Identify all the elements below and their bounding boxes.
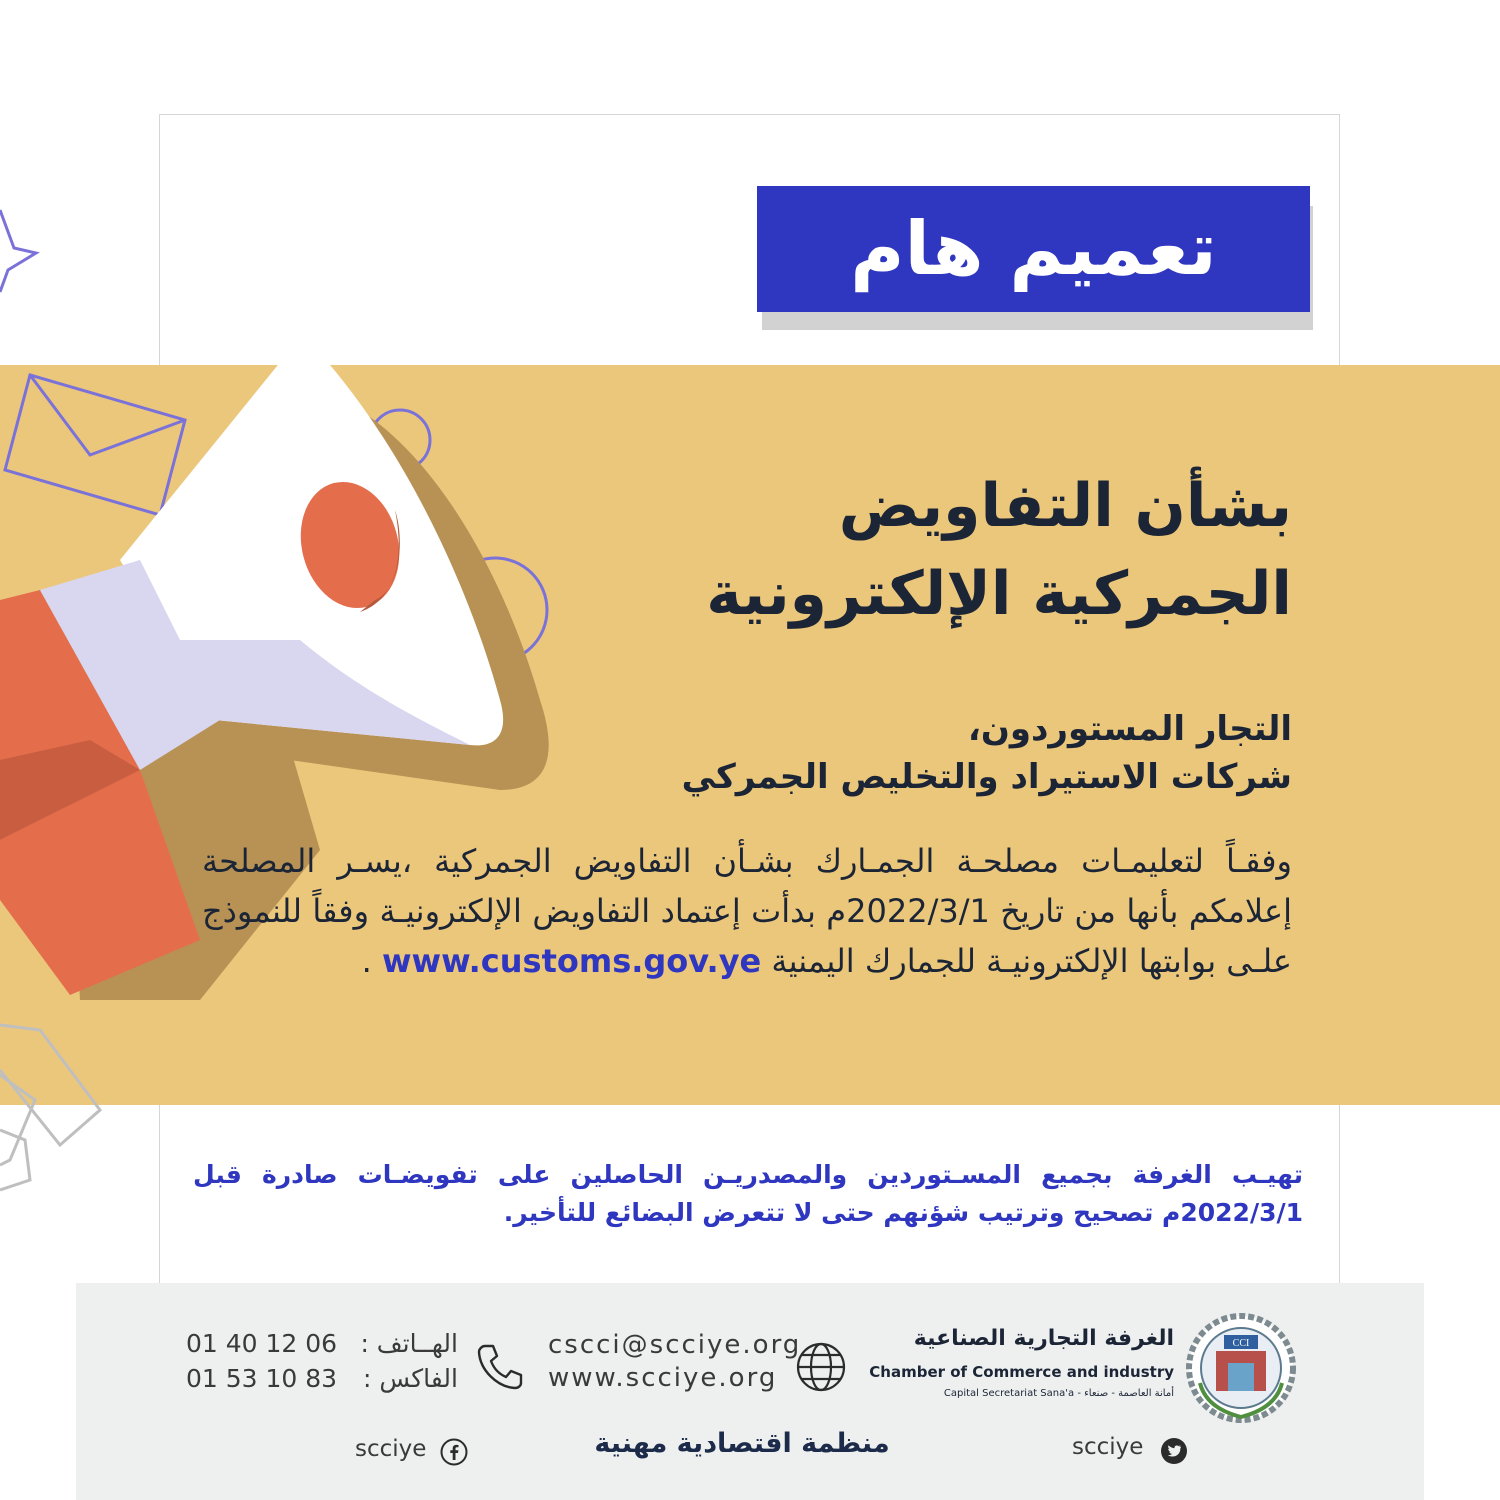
org-name-english: Chamber of Commerce and industry — [869, 1363, 1174, 1381]
headline-line-1: بشأن التفاويض — [838, 471, 1292, 541]
fax-row — [186, 1364, 458, 1393]
title-banner — [757, 186, 1310, 312]
email-link[interactable]: cscci@scciye.org — [548, 1330, 802, 1360]
envelope-icon — [5, 375, 185, 515]
headline — [532, 462, 1292, 638]
customs-url-link[interactable]: www.customs.gov.ye — [381, 942, 762, 980]
body-text: وفقـاً لتعليمـات مصلحـة الجمـارك بشـأن التفاويض الجمركية ،يسـر المصلحة إعلامكم بأنها من تاريخ 2022/3/1م بدأت إعتماد التفاويض الإلكترونيـة وفقاً للنموذج علـى بوابتها الإلكترونيـة للجمارك اليمنية — [202, 842, 1293, 980]
addressees-line-1: التجار المستوردون، — [967, 709, 1292, 749]
chamber-logo — [1186, 1313, 1296, 1423]
page-title: تعميم هام — [850, 206, 1217, 292]
svg-text:CCI: CCI — [1232, 1338, 1250, 1349]
website-link[interactable]: www.scciye.org — [548, 1363, 778, 1393]
slogan: منظمة اقتصادية مهنية — [594, 1428, 890, 1459]
phone-row — [186, 1329, 458, 1358]
phone-icon — [473, 1340, 527, 1394]
phone-number[interactable]: 01 40 12 06 — [186, 1329, 338, 1358]
twitter-handle[interactable]: scciye — [1072, 1434, 1144, 1460]
globe-icon — [795, 1341, 847, 1393]
twitter-icon[interactable] — [1160, 1437, 1188, 1465]
addressees — [532, 705, 1292, 801]
facebook-handle[interactable]: scciye — [355, 1436, 427, 1462]
org-location: أمانة العاصمة - صنعاء - Capital Secretariat Sana'a — [943, 1388, 1174, 1399]
body-end: . — [361, 942, 372, 980]
addressees-line-2: شركات الاستيراد والتخليص الجمركي — [681, 757, 1292, 797]
phone-label: الهــاتف : — [360, 1329, 458, 1358]
headline-line-2: الجمركية الإلكترونية — [706, 559, 1292, 629]
fax-number: 01 53 10 83 — [186, 1364, 338, 1393]
facebook-icon[interactable] — [440, 1438, 468, 1466]
star-icon — [0, 210, 36, 292]
fax-label: الفاكس : — [363, 1364, 458, 1393]
notice-paragraph: تهيـب الغرفة بجميع المسـتوردين والمصدريـن الحاصلين على تفويضـات صادرة قبل 2022/3/1م تصحيح وترتيب شؤنهم حتى لا تتعرض البضائع للتأخير. — [193, 1160, 1303, 1227]
body-paragraph — [202, 836, 1292, 986]
diamond-outlines — [0, 1025, 100, 1190]
org-name-arabic: الغرفة التجارية الصناعية — [913, 1326, 1174, 1351]
